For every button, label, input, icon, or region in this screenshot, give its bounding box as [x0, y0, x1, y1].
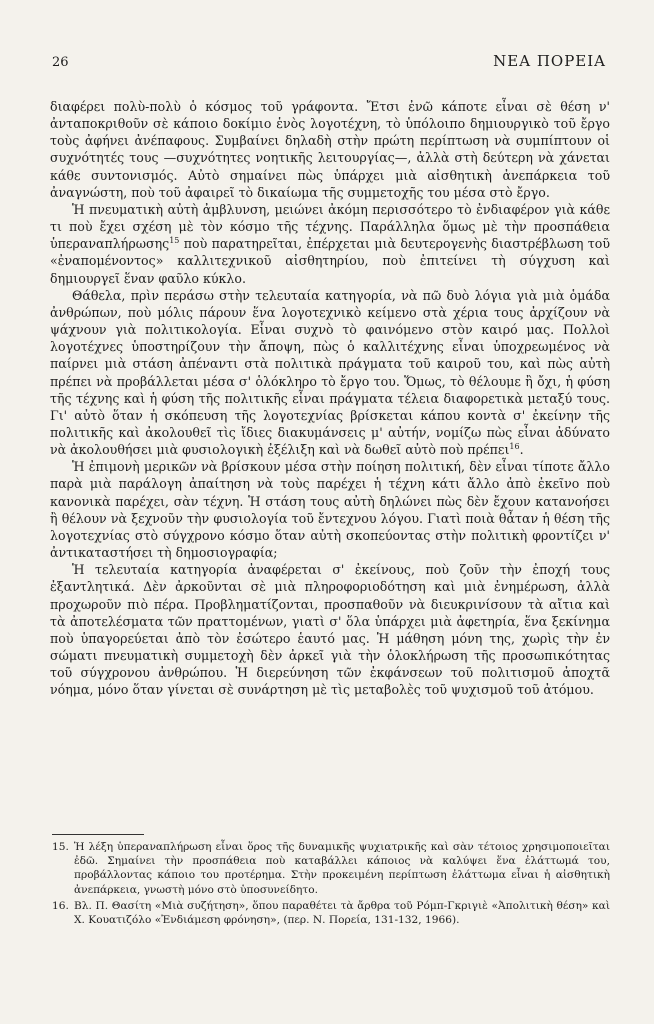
- paragraph-text: Ἡ πνευματικὴ αὐτὴ ἀμβλυνση, μειώνει ἀκόμη περισσότερο τὸ ἐνδιαφέρον γιὰ κάθε τι ποὺ ἔχει σχέση μὲ τὸν κόσμο τῆς τέχνης. Παράλληλα ὅμως μὲ τὴν προσπάθεια ὑπεραναπλήρωσης: [50, 201, 610, 252]
- paragraph: [50, 201, 610, 287]
- paragraph: [50, 458, 610, 561]
- paragraph-text: ποὺ παρατηρεῖται, ἐπέρχεται μιὰ δευτερογενὴς διαστρέβλωση τοῦ «ἐναπομένοντος» καλλιτεχνικοῦ αἰσθητηρίου, ποὺ ἐπιτείνει τὴ σύγχυση καὶ δημιουργεῖ ἕναν φαῦλο κύκλο.: [50, 236, 610, 286]
- footnote: [52, 840, 610, 897]
- page-number: 26: [52, 55, 69, 70]
- running-title: ΝΕΑ ΠΟΡΕΙΑ: [493, 52, 606, 70]
- footnote-text: Βλ. Π. Θασίτη «Μιὰ συζήτηση», ὅπου παραθέτει τὰ ἄρθρα τοῦ Ρόμπ-Γκριγιὲ «Ἀπολιτικὴ θέση» καὶ Χ. Κουατιζόλο «Ἐνδιάμεση φρόνηση», (περ. Ν. Πορεία, 131-132, 1966).: [74, 899, 610, 927]
- footnote-text: Ἡ λέξη ὑπεραναπλήρωση εἶναι ὅρος τῆς δυναμικῆς ψυχιατρικῆς καὶ σὰν τέτοιος χρησιμοποιεῖται ἐδῶ. Σημαίνει τὴν προσπάθεια ποὺ καταβάλλει κάποιος νὰ καλύψει ἕνα ἐλάττωμά του, προβάλλοντας κάποιο του προτέρημα. Στὴν προκειμένη περίπτωση ἐλάττωμα εἶναι ἡ αἰσθητικὴ ἀνεπάρκεια, γνωστὴ μόνο στὸ ὑποσυνείδητο.: [74, 841, 610, 896]
- footnote: [52, 899, 610, 927]
- paragraph: [50, 98, 610, 201]
- footnotes: [52, 840, 610, 929]
- footnote-ref: 16: [509, 441, 520, 451]
- paragraph-text: Θάθελα, πρὶν περάσω στὴν τελευταία κατηγορία, νὰ πῶ δυὸ λόγια γιὰ μιὰ ὁμάδα ἀνθρώπων, ποὺ μόλις πάρουν ἕνα λογοτεχνικὸ κείμενο στὰ χέρια τους ἀρχίζουν νὰ ψάχνουν γιὰ πολιτικολογία. Εἶναι συχνὸ τὸ φαινόμενο στὸν καιρό μας. Πολλοὶ λογοτέχνες ὑποστηρίζουν τὴν ἄποψη, πὼς ὁ καλλιτέχνης εἶναι ὑποχρεωμένος νὰ παίρνει μιὰ στάση ἀπέναντι στὰ πολιτικὰ πράγματα τοῦ καιροῦ του, καὶ πὼς αὐτὴ πρέπει νὰ προβάλλεται μέσα σ' ὁλόκληρο τὸ ἔργο του. Ὅμως, τὸ θέλουμε ἢ ὄχι, ἡ φύση τῆς τέχνης καὶ ἡ φύση τῆς πολιτικῆς εἶναι πράγματα τέλεια διαφορετικὰ μεταξύ τους. Γι' αὐτὸ ὅταν ἡ σκόπευση τῆς λογοτεχνίας βρίσκεται κάπου κοντὰ σ' ἐκείνην τῆς πολιτικῆς καὶ ἀκολουθεῖ τὶς ἴδιες διακυμάνσεις μ' αὐτήν, νομίζω πὼς εἶναι ἀδύνατο νὰ ἀκολουθήσει μιὰ φυσιολογικὴ ἐξέλιξη καὶ νὰ δωθεῖ αὐτὸ ποὺ πρέπει: [50, 287, 610, 458]
- main-text: [50, 98, 610, 698]
- footnote-divider: [52, 834, 144, 835]
- paragraph-text: Ἡ ἐπιμονὴ μερικῶν νὰ βρίσκουν μέσα στὴν ποίηση πολιτική, δὲν εἶναι τίποτε ἄλλο παρὰ μιὰ παράλογη ἀπαίτηση νὰ τοὺς παρέχει ἡ τέχνη κάτι ἄλλο ἀπὸ ἐκεῖνο ποὺ κανονικὰ παρέχει, σὰν τέχνη. Ἡ στάση τους αὐτὴ δηλώνει πὼς δὲν ἔχουν κατανοήσει ἢ θέλουν νὰ ξεχνοῦν τὴν φυσιολογία τοῦ ἔντεχνου λόγου. Γιατὶ ποιὰ θἆταν ἡ θέση τῆς λογοτεχνίας στὸ σύγχρονο κόσμο ὅταν αὐτὴ σκοπεύοντας στὴν πολιτικὴ φροντίζει ν' ἀντικαταστήσει τὴ δημοσιογραφία;: [50, 459, 610, 561]
- paragraph-text: Ἡ τελευταία κατηγορία ἀναφέρεται σ' ἐκείνους, ποὺ ζοῦν τὴν ἐποχή τους ἐξαντλητικά. Δὲν ἀρκοῦνται σὲ μιὰ πληροφοριοδότηση καὶ μιὰ ἐνημέρωση, ἀλλὰ προχωροῦν πιὸ πέρα. Προβληματίζονται, προσπαθοῦν νὰ διευκρινίσουν τὰ αἴτια καὶ τὰ ἀποτελέσματα τῶν πραττομένων, γιατὶ σ' ὅλα ὑπάρχει μιὰ ἀφετηρία, ἕνα ξεκίνημα ποὺ ὑπαγορεύεται ἀπὸ τὸν ἐσώτερο ἑαυτό μας. Ἡ μάθηση μόνη της, χωρὶς τὴν ἐν σώματι πνευματικὴ συμμετοχὴ δὲν ἀρκεῖ γιὰ τὴν ὁλοκλήρωση τῆς προσωπικότητας τοῦ σύγχρονου ἀνθρώπου. Ἡ διερεύνηση τῶν ἐκφάνσεων τοῦ πολιτισμοῦ ἀποχτᾶ νόημα, μόνο ὅταν γίνεται σὲ συνάρτηση μὲ τὶς μεταβολὲς τοῦ ψυχισμοῦ τοῦ ἀτόμου.: [50, 562, 610, 698]
- footnote-number: 15.: [52, 841, 69, 853]
- paragraph: [50, 561, 610, 698]
- paragraph-text: .: [519, 442, 524, 458]
- paragraph: [50, 287, 610, 459]
- page-header: [52, 52, 606, 70]
- footnote-number: 16.: [52, 899, 69, 912]
- footnote-ref: 15: [169, 236, 180, 246]
- paragraph-text: διαφέρει πολὺ-πολὺ ὁ κόσμος τοῦ γράφοντα. Ἔτσι ἐνῶ κάποτε εἶναι σὲ θέση ν' ἀνταποκριθοῦν σὲ κάποιο δοκίμιο ἑνὸς λογοτέχνη, τὸ ὑπόλοιπο δημιουργικὸ τοῦ ἔργο τοὺς ἀφήνει ἀνέπαφους. Συμβαίνει δηλαδὴ στὴν πρώτη περίπτωση νὰ συμπίπτουν οἱ συχνότητές τους —συχνότητες νοητικῆς λειτουργίας—, ἀλλὰ στὴ δεύτερη νὰ χάνεται κάθε συντονισμός. Αὐτὸ σημαίνει πὼς ὑπάρχει μιὰ αἰσθητικὴ ἀνεπάρκεια τοῦ ἀναγνώστη, ποὺ τοῦ ἀφαιρεῖ τὸ δικαίωμα τῆς συμμετοχῆς του μέσα στὸ ἔργο.: [50, 99, 610, 200]
